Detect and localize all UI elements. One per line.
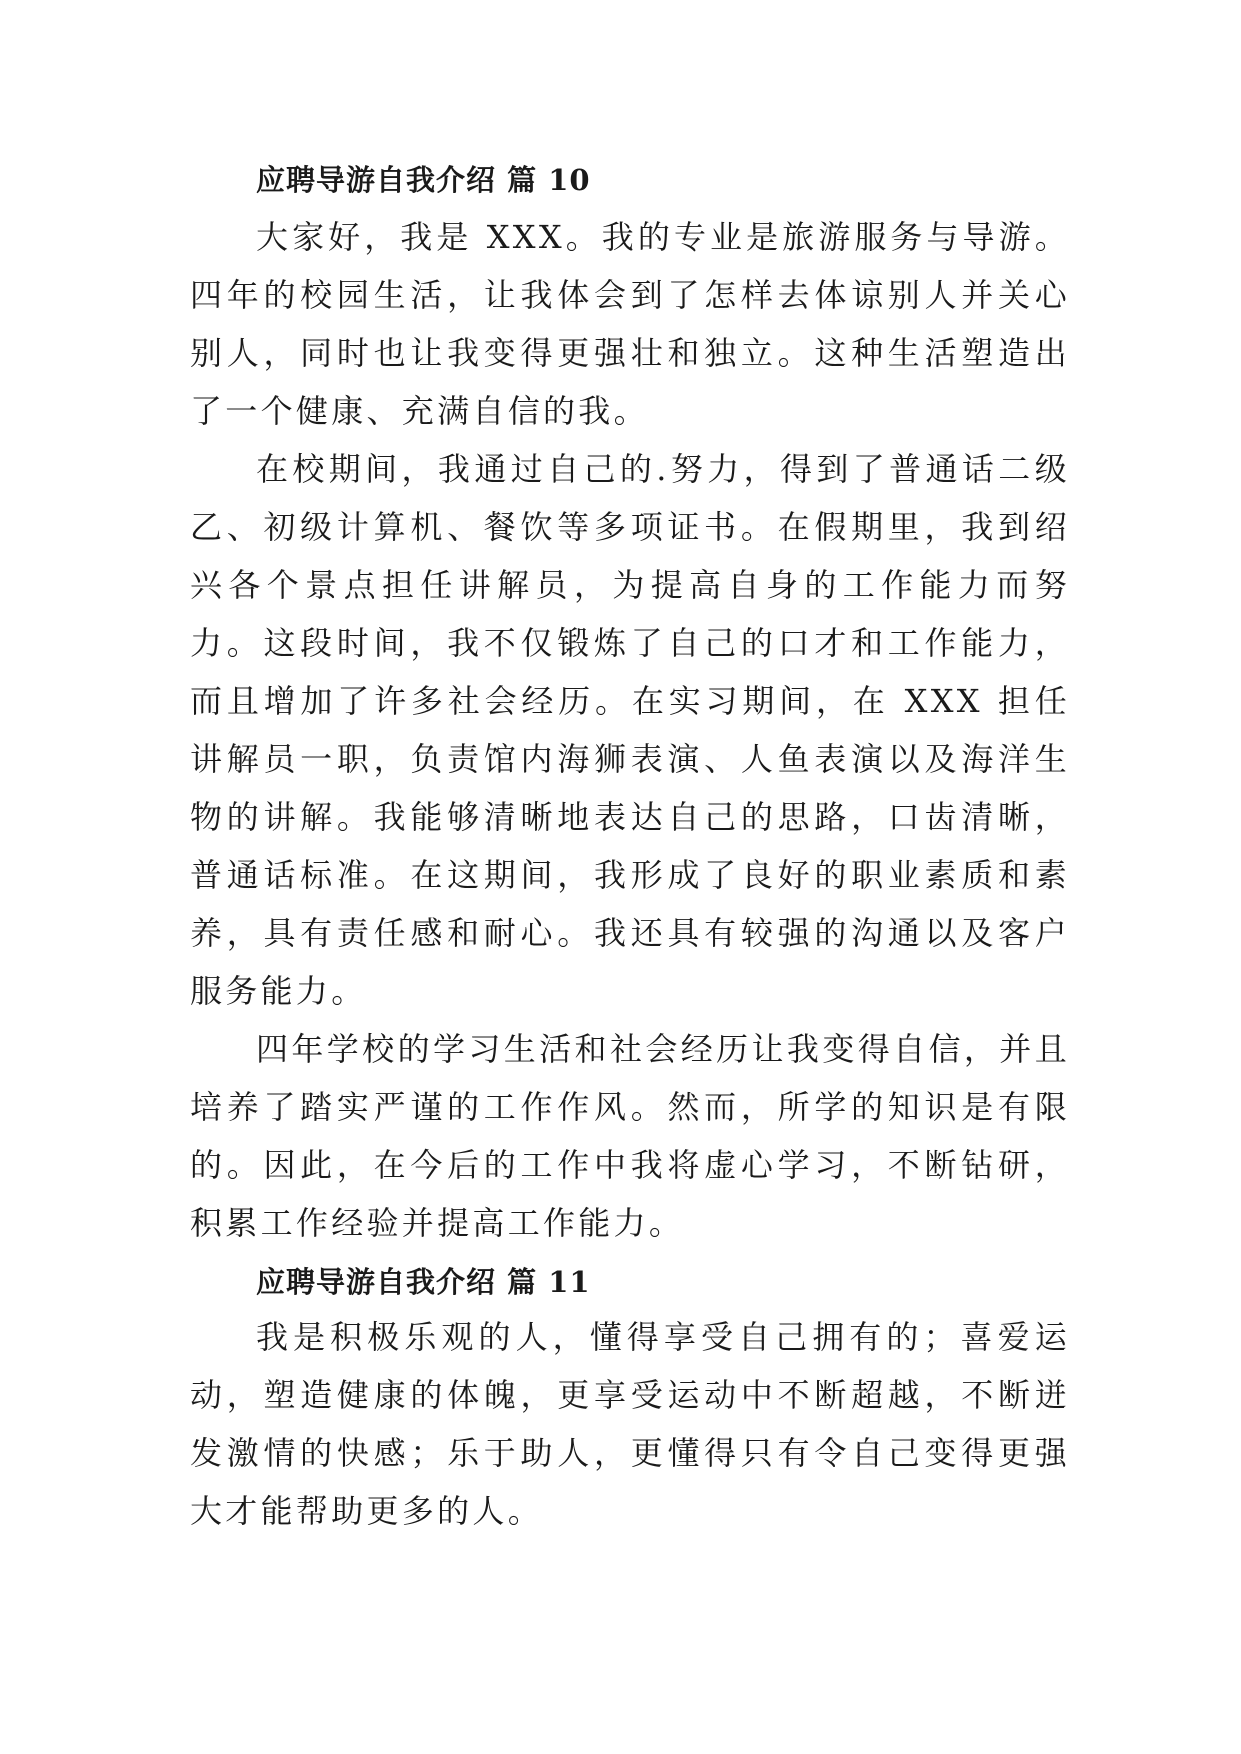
paragraph: 大家好，我是 XXX。我的专业是旅游服务与导游。四年的校园生活，让我体会到了怎样去体谅别人并关心别人，同时也让我变得更强壮和独立。这种生活塑造出了一个健康、充满自信的我。 <box>190 218 1070 430</box>
section-11 <box>190 1262 1070 1540</box>
section-heading: 应聘导游自我介绍 篇 11 <box>256 1265 591 1299</box>
section-10 <box>190 160 1070 1252</box>
section-heading: 应聘导游自我介绍 篇 10 <box>256 163 591 197</box>
paragraph: 我是积极乐观的人，懂得享受自己拥有的；喜爱运动，塑造健康的体魄，更享受运动中不断超越，不断迸发激情的快感；乐于助人，更懂得只有令自己变得更强大才能帮助更多的人。 <box>190 1318 1070 1530</box>
paragraph: 在校期间，我通过自己的.努力，得到了普通话二级乙、初级计算机、餐饮等多项证书。在假期里，我到绍兴各个景点担任讲解员，为提高自身的工作能力而努力。这段时间，我不仅锻炼了自己的口才和工作能力，而且增加了许多社会经历。在实习期间，在 XXX 担任讲解员一职，负责馆内海狮表演、人鱼表演以及海洋生物的讲解。我能够清晰地表达自己的思路，口齿清晰，普通话标准。在这期间，我形成了良好的职业素质和素养，具有责任感和耐心。我还具有较强的沟通以及客户服务能力。 <box>190 450 1070 1010</box>
paragraph: 四年学校的学习生活和社会经历让我变得自信，并且培养了踏实严谨的工作作风。然而，所学的知识是有限的。因此，在今后的工作中我将虚心学习，不断钻研，积累工作经验并提高工作能力。 <box>190 1030 1070 1242</box>
